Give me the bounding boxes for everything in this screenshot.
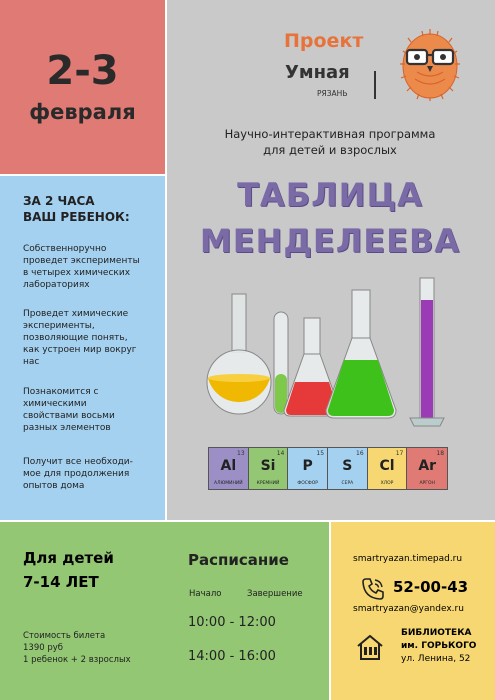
benefits-heading-line: ЗА 2 ЧАСА	[23, 194, 95, 208]
brand-line1: Проект	[284, 30, 364, 52]
element-name: АЛЮМИНИЙ	[213, 481, 243, 486]
benefits-heading-line: ВАШ РЕБЕНОК:	[23, 210, 130, 224]
house-icon	[355, 632, 385, 662]
website-link[interactable]: smartryazan.timepad.ru	[353, 554, 463, 564]
event-month: февраля	[29, 100, 136, 124]
element-symbol: S	[342, 458, 353, 474]
element-number: 18	[436, 450, 445, 457]
element-name: КРЕМНИЙ	[256, 481, 280, 486]
element-cell	[249, 448, 289, 489]
benefit-line: в четырех химических	[23, 268, 131, 278]
benefit-line: Познакомится с	[23, 387, 99, 397]
benefit-line: свойствами восьми	[23, 411, 115, 421]
element-cell	[328, 448, 368, 489]
date-block	[0, 0, 165, 175]
element-cell	[368, 448, 408, 489]
benefits-heading	[23, 193, 130, 225]
phone-number[interactable]: 52-00-43	[393, 578, 469, 596]
element-name: ФОСФОР	[297, 481, 319, 486]
price-line: 1390 руб	[23, 643, 64, 653]
price-line: 1 ребенок + 2 взрослых	[23, 655, 131, 665]
benefit-line: Собственноручно	[23, 244, 107, 254]
benefit-line: химическими	[23, 399, 87, 409]
schedule-end-label: Завершение	[247, 589, 303, 599]
benefit-item	[23, 243, 155, 291]
event-days: 2-3	[46, 48, 119, 94]
schedule-slot: 10:00 - 12:00	[188, 615, 276, 630]
divider	[0, 520, 495, 522]
subtitle-line: Научно-интерактивная программа	[224, 127, 436, 141]
benefits-block	[0, 175, 165, 521]
benefit-line: проведет эксперименты	[23, 256, 140, 266]
periodic-elements-row	[208, 447, 448, 490]
element-symbol: Ar	[418, 458, 437, 474]
element-name: АРГОН	[419, 481, 435, 486]
benefit-line: разных элементов	[23, 423, 111, 433]
benefit-line: мое для продолжения	[23, 469, 130, 479]
benefit-item	[23, 308, 155, 368]
element-cell	[209, 448, 249, 489]
brand-line3: РЯЗАНЬ	[317, 89, 348, 98]
owl-icon	[397, 24, 463, 102]
age-schedule-block	[0, 521, 330, 700]
age-line1: Для детей	[23, 549, 114, 567]
element-symbol: Si	[260, 458, 276, 474]
test-tube-green	[274, 312, 288, 414]
element-cell	[288, 448, 328, 489]
element-number: 15	[316, 450, 325, 457]
round-flask-yellow	[207, 294, 271, 414]
schedule-slot: 14:00 - 16:00	[188, 649, 276, 664]
phone-icon	[360, 576, 386, 602]
price-line: Стоимость билета	[23, 631, 106, 641]
brand-divider	[374, 71, 376, 99]
element-number: 14	[276, 450, 285, 457]
library-name: БИБЛИОТЕКА	[401, 628, 472, 638]
brand-line2: Умная	[285, 62, 350, 83]
element-symbol: Al	[220, 458, 237, 474]
benefit-line: Получит все необходи-	[23, 457, 133, 467]
conical-flask-green	[326, 290, 396, 418]
ticket-price	[23, 630, 131, 666]
benefit-line: лабораториях	[23, 280, 90, 290]
element-name: ХЛОР	[380, 481, 394, 486]
divider	[0, 174, 166, 176]
element-number: 17	[395, 450, 404, 457]
email-link[interactable]: smartryazan@yandex.ru	[353, 604, 464, 614]
benefit-item	[23, 456, 155, 492]
title-line1: ТАБЛИЦА	[237, 176, 423, 214]
subtitle-line: для детей и взрослых	[263, 143, 397, 157]
benefit-line: эксперименты,	[23, 321, 95, 331]
graduated-cylinder-purple	[410, 278, 444, 426]
element-number: 13	[237, 450, 245, 457]
schedule-title: Расписание	[188, 551, 289, 569]
divider	[329, 521, 331, 700]
benefit-line: нас	[23, 357, 40, 367]
benefit-line: как устроен мир вокруг	[23, 345, 137, 355]
element-cell	[407, 448, 447, 489]
lab-glassware-illustration	[200, 270, 450, 440]
element-name: СЕРА	[341, 481, 354, 486]
benefit-line: опытов дома	[23, 481, 85, 491]
element-symbol: P	[302, 458, 313, 474]
benefit-item	[23, 386, 155, 434]
element-number: 16	[356, 450, 364, 457]
schedule-start-label: Начало	[189, 589, 222, 599]
divider	[165, 0, 167, 521]
benefit-line: Проведет химические	[23, 309, 129, 319]
library-address	[401, 627, 476, 666]
library-street: ул. Ленина, 52	[401, 654, 471, 664]
title-line2: МЕНДЕЛЕЕВА	[199, 222, 461, 260]
age-line2: 7-14 ЛЕТ	[23, 573, 99, 591]
benefit-line: позволяющие понять,	[23, 333, 128, 343]
element-symbol: Cl	[379, 458, 395, 474]
program-subtitle	[190, 126, 470, 158]
library-name-2: им. ГОРЬКОГО	[401, 641, 477, 651]
